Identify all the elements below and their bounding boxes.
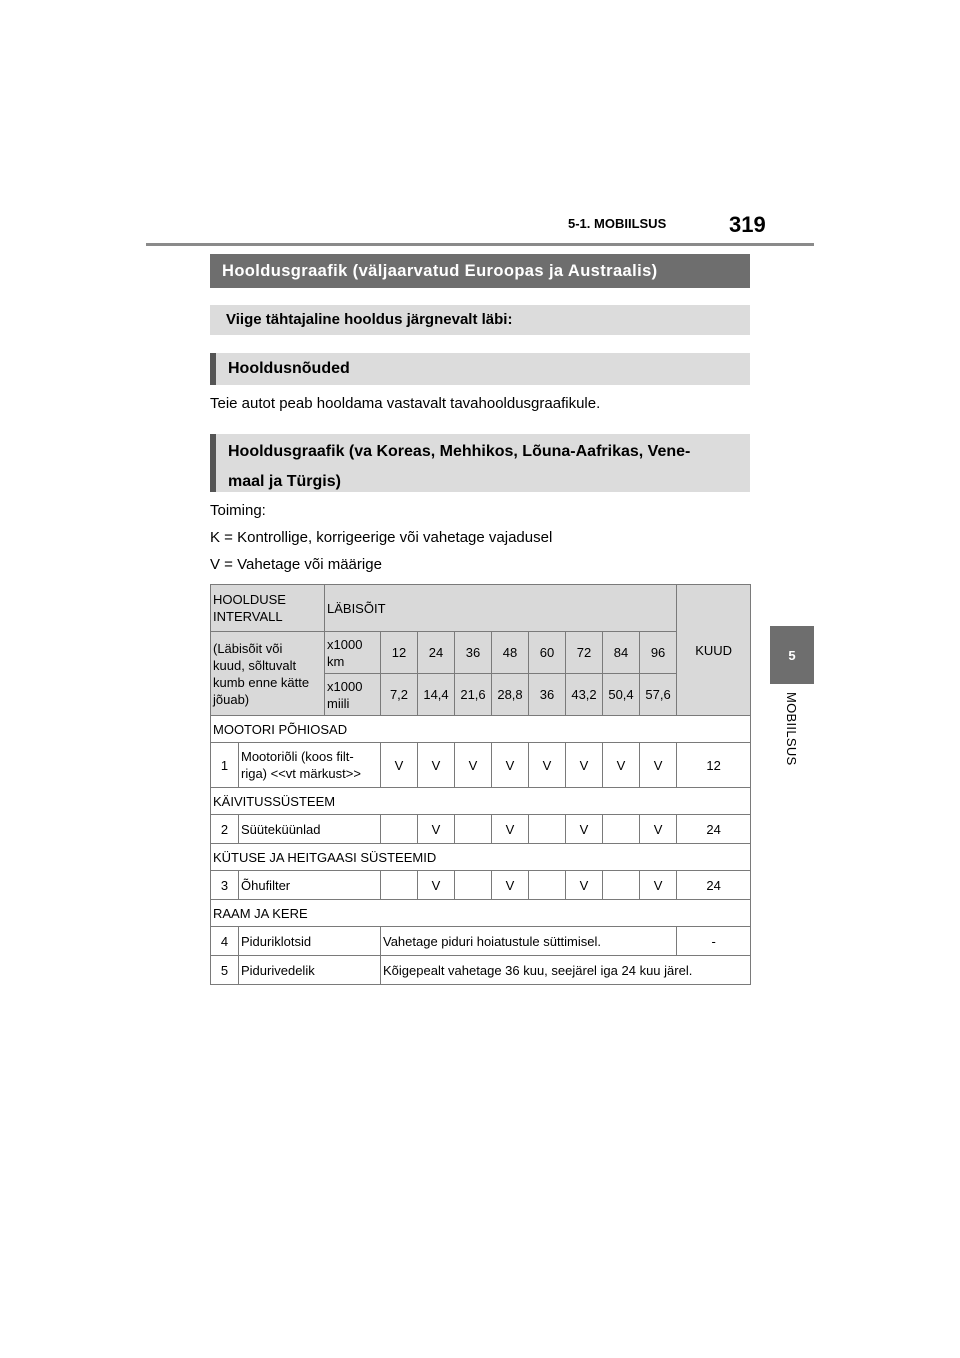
interval-label-line1: HOOLDUSE [213,592,286,607]
intro-paragraph: Teie autot peab hooldama vastavalt tavahooldusgraafikule. [210,395,601,412]
table-row [211,815,751,844]
mark-cell: V [455,743,492,788]
mark-cell: V [566,871,603,900]
item-name: Piduriklotsid [239,927,381,956]
mark-cell [603,815,640,844]
item-number: 2 [211,815,239,844]
mi-unit-line1: x1000 [327,678,363,694]
header-divider [146,243,814,246]
item-name: Süüteküünlad [239,815,381,844]
km-unit-line2: km [327,653,345,669]
table-row [211,956,751,985]
mi-value: 21,6 [455,674,492,716]
table-header-row [211,632,751,674]
main-heading [210,254,750,288]
item-name [239,743,381,788]
months-cell: - [677,927,751,956]
whichever-line1: (Läbisõit või [213,640,283,656]
chapter-number: 5 [788,647,796,663]
item-name: Õhufilter [239,871,381,900]
mark-cell: V [492,743,529,788]
schedule-heading-line2: maal ja Türgis) [228,473,341,490]
chapter-tab [770,626,814,684]
mi-value: 50,4 [603,674,640,716]
months-cell: 24 [677,871,751,900]
interval-label [211,585,325,632]
mark-cell: V [640,815,677,844]
km-value: 60 [529,632,566,674]
item-number: 3 [211,871,239,900]
km-value: 84 [603,632,640,674]
table-row [211,871,751,900]
interval-label-line2: INTERVALL [213,609,283,624]
schedule-heading-line1: Hooldusgraafik (va Koreas, Mehhikos, Lõuna-Aafrikas, Vene- [228,443,691,460]
main-heading-text: Hooldusgraafik (väljaarvatud Euroopas ja Austraalis) [222,262,658,280]
mark-cell: V [492,871,529,900]
whichever-line4: jõuab) [213,691,250,707]
mi-value: 57,6 [640,674,677,716]
mileage-label: LÄBISÕIT [325,585,677,632]
km-value: 96 [640,632,677,674]
perform-heading [210,305,750,335]
months-label: KUUD [677,585,751,716]
section-fuel: KÜTUSE JA HEITGAASI SÜSTEEMID [211,844,751,871]
mark-cell: V [640,871,677,900]
section-engine: MOOTORI PÕHIOSAD [211,716,751,743]
mark-cell [455,871,492,900]
mi-value: 28,8 [492,674,529,716]
legend-k: K = Kontrollige, korrigeerige või vahetage vajadusel [210,529,553,546]
item-name-line2: riga) <<vt märkust>> [241,766,361,781]
chapter-label-text: MOBIILSUS [784,692,799,766]
mark-cell [603,871,640,900]
months-cell: 24 [677,815,751,844]
action-label: Toiming: [210,502,266,519]
km-value: 48 [492,632,529,674]
item-name: Pidurivedelik [239,956,381,985]
mi-unit [325,674,381,716]
table-row [211,927,751,956]
table-row [211,743,751,788]
item-note: Kõigepealt vahetage 36 kuu, seejärel iga 24 kuu järel. [381,956,751,985]
mark-cell [381,871,418,900]
mark-cell: V [492,815,529,844]
whichever-line3: kumb enne kätte [213,674,310,690]
legend-v: V = Vahetage või määrige [210,556,382,573]
mark-cell [529,871,566,900]
item-number: 4 [211,927,239,956]
months-cell: 12 [677,743,751,788]
section-title: 5-1. MOBIILSUS [568,216,667,231]
mark-cell: V [566,743,603,788]
mark-cell: V [381,743,418,788]
mi-unit-line2: miili [327,695,350,711]
whichever-note [211,632,325,716]
mark-cell [455,815,492,844]
perform-heading-text: Viige tähtajaline hooldus järgnevalt läbi: [226,311,513,328]
requirements-heading-text: Hooldusnõuded [228,360,350,377]
maintenance-table [210,584,751,985]
mark-cell: V [640,743,677,788]
item-number: 1 [211,743,239,788]
table-header-row [211,585,751,632]
km-value: 12 [381,632,418,674]
mi-value: 36 [529,674,566,716]
km-value: 72 [566,632,603,674]
chapter-label [781,692,803,782]
km-value: 24 [418,632,455,674]
km-unit-line1: x1000 [327,636,363,652]
mark-cell [381,815,418,844]
mark-cell: V [566,815,603,844]
mi-value: 43,2 [566,674,603,716]
mi-value: 7,2 [381,674,418,716]
mark-cell: V [418,815,455,844]
schedule-heading [210,434,750,492]
item-name-line1: Mootoriõli (koos filt- [241,749,354,764]
section-chassis: RAAM JA KERE [211,900,751,927]
km-value: 36 [455,632,492,674]
section-row [211,900,751,927]
km-unit [325,632,381,674]
mi-value: 14,4 [418,674,455,716]
section-row [211,716,751,743]
mark-cell: V [603,743,640,788]
page-number: 319 [729,212,766,237]
mark-cell: V [418,871,455,900]
whichever-line2: kuud, sõltuvalt [213,657,297,673]
mark-cell: V [529,743,566,788]
item-note: Vahetage piduri hoiatustule süttimisel. [381,927,677,956]
mark-cell [529,815,566,844]
section-row [211,788,751,815]
requirements-heading [210,353,750,385]
section-row [211,844,751,871]
item-number: 5 [211,956,239,985]
section-ignition: KÄIVITUSSÜSTEEM [211,788,751,815]
mark-cell: V [418,743,455,788]
